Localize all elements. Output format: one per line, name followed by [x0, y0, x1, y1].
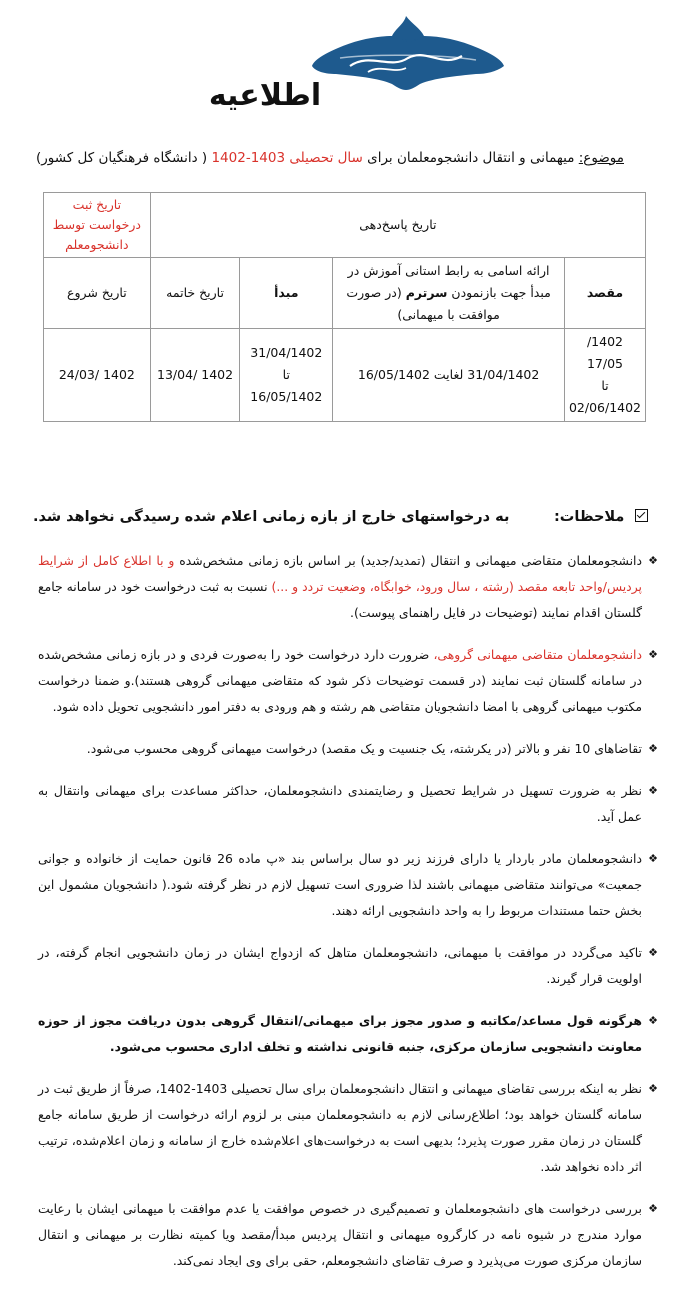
schedule-table	[43, 192, 646, 422]
diamond-bullet-icon: ❖	[648, 784, 658, 797]
notes-intro: به درخواستهای خارج از بازه زمانی اعلام شده رسیدگی نخواهد شد.	[32, 509, 510, 525]
item5-text: دانشجومعلمان مادر باردار یا دارای فرزند زیر دو سال براساس بند «پ ماده 26 قانون حمایت از خانواده و جوانی جمعیت» می‌توانند متقاضی میهمانی باشند لذا ضروری است تسهیل لازم در نظر گرفته شود.( دانشجویان مشمول این بخش حتما مستندات مربوط را به واحد دانشجویی ارائه دهند.	[38, 851, 643, 918]
cell-end: 1402 /13/04	[150, 329, 240, 422]
svg-text:۱۴۰۲: ۱۴۰۲	[400, 37, 418, 46]
item4-text: نظر به ضرورت تسهیل در شرایط تحصیل و رضایتمندی دانشجومعلمان، حداکثر مساعدت برای میهمانی وانتقال به عمل آید.	[38, 783, 642, 824]
list-item	[38, 940, 658, 992]
col-submit-text: ارائه اسامی به رابط استانی آموزش در مبدأ جهت بازنمودن	[347, 263, 551, 300]
cell-submit: 31/04/1402 لغایت 16/05/1402	[333, 329, 565, 422]
diamond-bullet-icon: ❖	[648, 1202, 658, 1215]
cell-start: 1402 /24/03	[44, 329, 151, 422]
col-submit	[333, 258, 565, 329]
table-data-row	[44, 329, 646, 422]
list-item	[38, 1196, 658, 1274]
cell-dest-to-word: تا	[601, 378, 609, 393]
item7-text: هرگونه قول مساعد/مکاتبه و صدور مجوز برای میهمانی/انتقال گروهی بدون دریافت مجوز از حوزه معاونت دانشجویی سازمان مرکزی، جنبه قانونی نداشته و تخلف اداری محسوب می‌شود.	[38, 1013, 642, 1054]
item3-text: تقاضاهای 10 نفر و بالاتر (در یکرشته، یک جنسیت و یک مقصد) درخواست میهمانی گروهی محسوب می‌شود.	[86, 741, 642, 756]
subject-line	[36, 150, 624, 166]
cell-origin	[240, 329, 333, 422]
student-reg-header: تاریخ ثبت درخواست توسط دانشجومعلم	[44, 193, 151, 258]
col-end: تاریخ خاتمه	[150, 258, 240, 329]
list-item	[38, 778, 658, 830]
col-start: تاریخ شروع	[44, 258, 151, 329]
item2-text: ضرورت دارد درخواست خود را به‌صورت فردی و در بازه زمانی مشخص‌شده در سامانه گلستان ثبت نمایند (در قسمت توضیحات ذکر شود که متقاضی میهمانی گروهی هستند).و ضمنا درخواست مکتوب میهمانی گروهی با امضا دانشجویان متقاضی هم رشته و هم ورودی به دفتر امور دانشجویی تحویل داده شود.	[38, 647, 642, 714]
announcement-title: اطلاعیه	[208, 78, 322, 113]
list-item	[38, 1008, 658, 1060]
item2-highlight: دانشجومعلمان متقاضی میهمانی گروهی،	[433, 647, 642, 662]
cell-origin-to-word: تا	[282, 367, 290, 382]
list-item	[38, 736, 658, 762]
list-item	[38, 846, 658, 924]
diamond-bullet-icon: ❖	[648, 648, 658, 661]
col-submit-note: (در صورت موافقت با میهمانی)	[346, 285, 500, 322]
cell-dest-from: 1402/ 17/05	[586, 334, 623, 371]
item9-text: بررسی درخواست های دانشجومعلمان و تصمیم‌گیری در خصوص موافقت یا عدم موافقت با میهمانی ایشان با رعایت موارد مندرج در شیوه نامه در کارگروه میهمانی و انتقال پردیس مبدأ/مقصد ویا کمیته نظارت بر میهمانی و انتقال سازمان مرکزی صورت می‌پذیرد و صرف تقاضای دانشجومعلم، حقی برای وی ایجاد نمی‌کند.	[38, 1201, 642, 1268]
response-header: تاریخ پاسخ‌دهی	[150, 193, 645, 258]
table-header-row-1	[44, 193, 646, 258]
notes-label: ملاحظات:	[554, 509, 625, 525]
item6-text: تاکید می‌گردد در موافقت با میهمانی، دانشجومعلمان متاهل که ازدواج ایشان در زمان دانشجویی انجام گرفته، در اولویت قرار گیرند.	[38, 945, 642, 986]
diamond-bullet-icon: ❖	[648, 742, 658, 755]
item1-highlight: و با اطلاع کامل از شرایط پردیس/واحد تابعه مقصد (رشته ، سال ورود، خوابگاه، وضعیت تردد و ...)	[38, 553, 642, 594]
item8-text: نظر به اینکه بررسی تقاضای میهمانی و انتقال دانشجومعلمان برای سال تحصیلی 1403-1402، صرفاً از طریق ثبت در سامانه گلستان خواهد بود؛ اطلاع‌رسانی لازم به دانشجومعلمان مبنی بر لزوم ارائه درخواست از طریق سامانه جامع گلستان در زمان مقرر صورت پذیرد؛ بدیهی است به درخواست‌های اعلام‌شده خارج از سامانه و زمان اعلام‌شده، ترتیب اثر داده نخواهد شد.	[38, 1081, 642, 1174]
diamond-bullet-icon: ❖	[648, 1014, 658, 1027]
subject-label: موضوع:	[578, 150, 624, 166]
col-dest: مقصد	[564, 258, 645, 329]
col-origin: مبدأ	[240, 258, 333, 329]
notes-list	[38, 548, 658, 1290]
item1-tail: نسبت به ثبت درخواست خود در سامانه جامع گلستان اقدام نمایند (توضیحات در فایل راهنمای پیوست).	[38, 579, 642, 620]
notes-heading	[32, 509, 648, 525]
subject-scope: ( دانشگاه فرهنگیان کل کشور)	[36, 150, 208, 166]
subject-text: میهمانی و انتقال دانشجومعلمان برای	[367, 150, 575, 166]
cell-dest-to: 02/06/1402	[568, 400, 641, 415]
list-item	[38, 642, 658, 720]
col-submit-bold: سرترم	[405, 285, 448, 300]
list-item	[38, 548, 658, 626]
diamond-bullet-icon: ❖	[648, 946, 658, 959]
subject-year: سال تحصیلی 1403-1402	[211, 150, 363, 166]
diamond-bullet-icon: ❖	[648, 554, 658, 567]
cell-origin-to: 16/05/1402	[250, 389, 323, 404]
diamond-bullet-icon: ❖	[648, 1082, 658, 1095]
list-item	[38, 1076, 658, 1180]
item1-text: دانشجومعلمان متقاضی میهمانی و انتقال (تمدید/جدید) بر اساس بازه زمانی مشخص‌شده	[179, 553, 642, 568]
table-header-row-2	[44, 258, 646, 329]
production-leap-logo	[310, 14, 506, 92]
diamond-bullet-icon: ❖	[648, 852, 658, 865]
checkbox-icon	[635, 509, 648, 522]
cell-dest	[564, 329, 645, 422]
cell-origin-from: 31/04/1402	[250, 345, 323, 360]
